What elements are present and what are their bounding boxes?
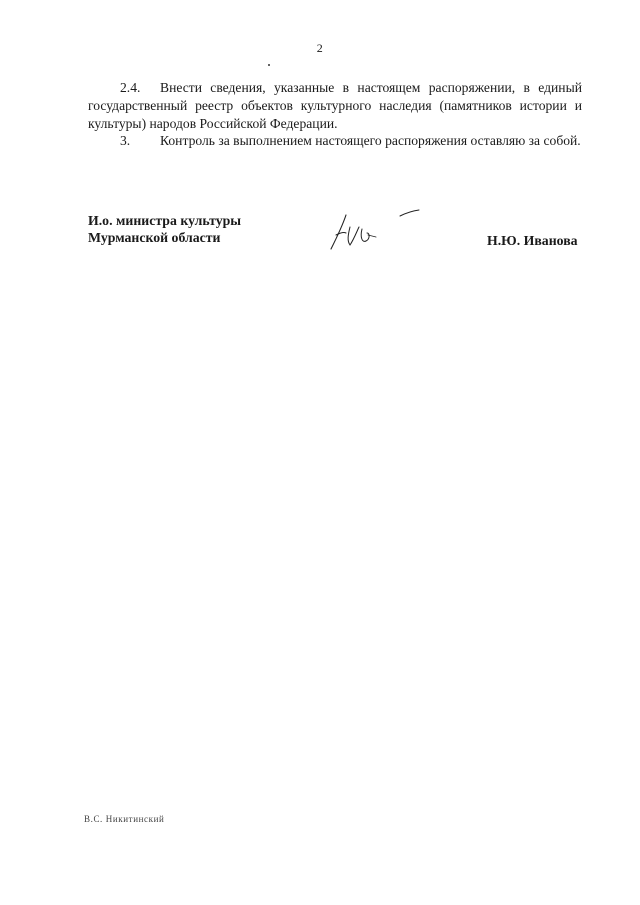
scan-speck (268, 64, 270, 66)
signatory-title-line-2: Мурманской области (88, 230, 221, 245)
signatory-title (88, 212, 241, 246)
paragraph-3 (88, 132, 582, 150)
paragraph-number: 2.4. (120, 80, 141, 95)
signatory-name: Н.Ю. Иванова (487, 233, 578, 248)
signatory-title-line-1: И.о. министра культуры (88, 213, 242, 228)
page-number: 2 (316, 41, 324, 55)
paragraph-number: 3. (120, 133, 131, 148)
handwritten-signature (324, 205, 424, 255)
paragraph-2-4 (88, 79, 582, 133)
executor-name: В.С. Никитинский (84, 814, 165, 824)
paragraph-text: Контроль за выполнением настоящего распоряжения оставляю за собой. (160, 133, 581, 148)
paragraph-text: Внести сведения, указанные в настоящем распоряжении, в единый государственный реестр объектов культурного наследия (памятников истории и культуры) народов Российской Федерации. (88, 80, 582, 131)
